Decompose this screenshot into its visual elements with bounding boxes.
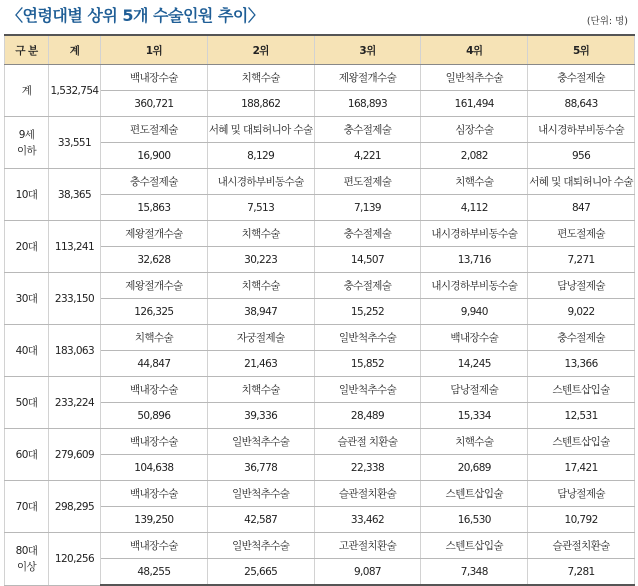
surgery-count-cell: 32,628 xyxy=(101,247,208,273)
surgery-name-cell: 일반척추수술 xyxy=(421,65,528,91)
header-rank-1: 1위 xyxy=(101,35,208,65)
surgery-count-cell: 38,947 xyxy=(207,299,314,325)
age-group-cell: 80대 이상 xyxy=(5,533,49,586)
total-cell: 183,063 xyxy=(49,325,101,377)
total-cell: 33,551 xyxy=(49,117,101,169)
surgery-name-cell: 일반척추수술 xyxy=(207,429,314,455)
table-row xyxy=(5,65,635,91)
table-row xyxy=(5,169,635,195)
surgery-count-cell: 12,531 xyxy=(528,403,635,429)
surgery-count-cell: 2,082 xyxy=(421,143,528,169)
surgery-name-cell: 내시경하부비동수술 xyxy=(528,117,635,143)
header-rank-4: 4위 xyxy=(421,35,528,65)
surgery-count-cell: 4,221 xyxy=(314,143,421,169)
header-category: 구 분 xyxy=(5,35,49,65)
surgery-name-cell: 치핵수술 xyxy=(421,169,528,195)
surgery-count-cell: 360,721 xyxy=(101,91,208,117)
surgery-name-cell: 치핵수술 xyxy=(207,221,314,247)
surgery-name-cell: 편도절제술 xyxy=(528,221,635,247)
surgery-count-cell: 28,489 xyxy=(314,403,421,429)
surgery-count-cell: 7,271 xyxy=(528,247,635,273)
surgery-count-cell: 42,587 xyxy=(207,507,314,533)
surgery-name-cell: 백내장수술 xyxy=(101,65,208,91)
header-total: 계 xyxy=(49,35,101,65)
surgery-name-cell: 일반척추수술 xyxy=(207,481,314,507)
surgery-name-cell: 치핵수술 xyxy=(207,65,314,91)
surgery-name-cell: 충수절제술 xyxy=(314,117,421,143)
surgery-count-cell: 15,852 xyxy=(314,351,421,377)
surgery-count-cell: 168,893 xyxy=(314,91,421,117)
surgery-name-cell: 충수절제술 xyxy=(101,169,208,195)
surgery-name-cell: 치핵수술 xyxy=(207,377,314,403)
table-row xyxy=(5,273,635,299)
surgery-name-cell: 자궁절제술 xyxy=(207,325,314,351)
surgery-name-cell: 충수절제술 xyxy=(528,65,635,91)
surgery-count-cell: 16,900 xyxy=(101,143,208,169)
header-rank-3: 3위 xyxy=(314,35,421,65)
surgery-count-cell: 7,348 xyxy=(421,559,528,586)
surgery-count-cell: 36,778 xyxy=(207,455,314,481)
surgery-count-cell: 48,255 xyxy=(101,559,208,586)
surgery-count-cell: 44,847 xyxy=(101,351,208,377)
surgery-name-cell: 일반척추수술 xyxy=(314,325,421,351)
surgery-name-cell: 일반척추수술 xyxy=(314,377,421,403)
surgery-count-cell: 188,862 xyxy=(207,91,314,117)
surgery-name-cell: 치핵수술 xyxy=(207,273,314,299)
surgery-name-cell: 서혜 및 대퇴허니아 수술 xyxy=(207,117,314,143)
surgery-count-cell: 21,463 xyxy=(207,351,314,377)
total-cell: 279,609 xyxy=(49,429,101,481)
surgery-count-cell: 956 xyxy=(528,143,635,169)
surgery-name-cell: 일반척추수술 xyxy=(207,533,314,559)
table-row xyxy=(5,377,635,403)
total-cell: 233,150 xyxy=(49,273,101,325)
surgery-count-cell: 9,022 xyxy=(528,299,635,325)
surgery-name-cell: 백내장수술 xyxy=(101,377,208,403)
surgery-count-cell: 14,507 xyxy=(314,247,421,273)
age-group-cell: 60대 xyxy=(5,429,49,481)
surgery-count-cell: 139,250 xyxy=(101,507,208,533)
surgery-count-cell: 14,245 xyxy=(421,351,528,377)
surgery-name-cell: 내시경하부비동수술 xyxy=(421,273,528,299)
surgery-count-cell: 847 xyxy=(528,195,635,221)
surgery-name-cell: 제왕절개수술 xyxy=(101,273,208,299)
total-cell: 38,365 xyxy=(49,169,101,221)
surgery-name-cell: 스텐트삽입술 xyxy=(421,481,528,507)
surgery-count-cell: 7,513 xyxy=(207,195,314,221)
surgery-count-cell: 33,462 xyxy=(314,507,421,533)
surgery-count-cell: 13,366 xyxy=(528,351,635,377)
surgery-count-cell: 17,421 xyxy=(528,455,635,481)
surgery-name-cell: 내시경하부비동수술 xyxy=(207,169,314,195)
surgery-name-cell: 충수절제술 xyxy=(314,221,421,247)
surgery-name-cell: 백내장수술 xyxy=(421,325,528,351)
surgery-count-cell: 9,087 xyxy=(314,559,421,586)
total-cell: 120,256 xyxy=(49,533,101,586)
surgery-name-cell: 스텐트삽입술 xyxy=(528,429,635,455)
surgery-count-cell: 15,863 xyxy=(101,195,208,221)
surgery-name-cell: 제왕절개수술 xyxy=(101,221,208,247)
surgery-count-cell: 9,940 xyxy=(421,299,528,325)
table-row xyxy=(5,221,635,247)
surgery-name-cell: 충수절제술 xyxy=(314,273,421,299)
age-group-cell: 10대 xyxy=(5,169,49,221)
surgery-count-cell: 30,223 xyxy=(207,247,314,273)
surgery-name-cell: 담낭절제술 xyxy=(421,377,528,403)
total-cell: 1,532,754 xyxy=(49,65,101,117)
surgery-name-cell: 치핵수술 xyxy=(101,325,208,351)
surgery-name-cell: 스텐트삽입술 xyxy=(528,377,635,403)
age-group-cell: 50대 xyxy=(5,377,49,429)
surgery-name-cell: 제왕절개수술 xyxy=(314,65,421,91)
surgery-name-cell: 백내장수술 xyxy=(101,481,208,507)
surgery-ranking-table xyxy=(4,34,635,586)
surgery-count-cell: 25,665 xyxy=(207,559,314,586)
page-title: 〈연령대별 상위 5개 수술인원 추이〉 xyxy=(7,6,264,25)
table-row xyxy=(5,481,635,507)
surgery-name-cell: 스텐트삽입술 xyxy=(421,533,528,559)
age-group-cell: 9세 이하 xyxy=(5,117,49,169)
surgery-count-cell: 15,252 xyxy=(314,299,421,325)
surgery-count-cell: 20,689 xyxy=(421,455,528,481)
surgery-count-cell: 7,139 xyxy=(314,195,421,221)
surgery-name-cell: 백내장수술 xyxy=(101,429,208,455)
surgery-name-cell: 서혜 및 대퇴허니아 수술 xyxy=(528,169,635,195)
unit-label: (단위: 명) xyxy=(586,16,628,27)
surgery-count-cell: 22,338 xyxy=(314,455,421,481)
total-cell: 233,224 xyxy=(49,377,101,429)
table-row xyxy=(5,117,635,143)
table-row xyxy=(5,533,635,559)
total-cell: 298,295 xyxy=(49,481,101,533)
table-row xyxy=(5,325,635,351)
age-group-cell: 70대 xyxy=(5,481,49,533)
surgery-count-cell: 161,494 xyxy=(421,91,528,117)
surgery-count-cell: 88,643 xyxy=(528,91,635,117)
surgery-name-cell: 백내장수술 xyxy=(101,533,208,559)
surgery-count-cell: 4,112 xyxy=(421,195,528,221)
surgery-name-cell: 고관절치환술 xyxy=(314,533,421,559)
surgery-count-cell: 16,530 xyxy=(421,507,528,533)
surgery-name-cell: 담낭절제술 xyxy=(528,481,635,507)
surgery-name-cell: 치핵수술 xyxy=(421,429,528,455)
header-row xyxy=(5,35,635,65)
surgery-name-cell: 슬관절치환술 xyxy=(528,533,635,559)
surgery-name-cell: 슬관절 치환술 xyxy=(314,429,421,455)
surgery-count-cell: 104,638 xyxy=(101,455,208,481)
surgery-count-cell: 126,325 xyxy=(101,299,208,325)
surgery-count-cell: 10,792 xyxy=(528,507,635,533)
surgery-count-cell: 15,334 xyxy=(421,403,528,429)
table-body xyxy=(5,65,635,586)
header-rank-2: 2위 xyxy=(207,35,314,65)
surgery-count-cell: 39,336 xyxy=(207,403,314,429)
surgery-name-cell: 충수절제술 xyxy=(528,325,635,351)
age-group-cell: 20대 xyxy=(5,221,49,273)
age-group-cell: 계 xyxy=(5,65,49,117)
header-rank-5: 5위 xyxy=(528,35,635,65)
age-group-cell: 30대 xyxy=(5,273,49,325)
surgery-count-cell: 50,896 xyxy=(101,403,208,429)
surgery-count-cell: 7,281 xyxy=(528,559,635,586)
surgery-count-cell: 8,129 xyxy=(207,143,314,169)
total-cell: 113,241 xyxy=(49,221,101,273)
surgery-name-cell: 담낭절제술 xyxy=(528,273,635,299)
surgery-name-cell: 심장수술 xyxy=(421,117,528,143)
surgery-count-cell: 13,716 xyxy=(421,247,528,273)
table-row xyxy=(5,429,635,455)
surgery-name-cell: 편도절제술 xyxy=(101,117,208,143)
surgery-name-cell: 내시경하부비동수술 xyxy=(421,221,528,247)
age-group-cell: 40대 xyxy=(5,325,49,377)
surgery-name-cell: 슬관절치환술 xyxy=(314,481,421,507)
surgery-name-cell: 편도절제술 xyxy=(314,169,421,195)
